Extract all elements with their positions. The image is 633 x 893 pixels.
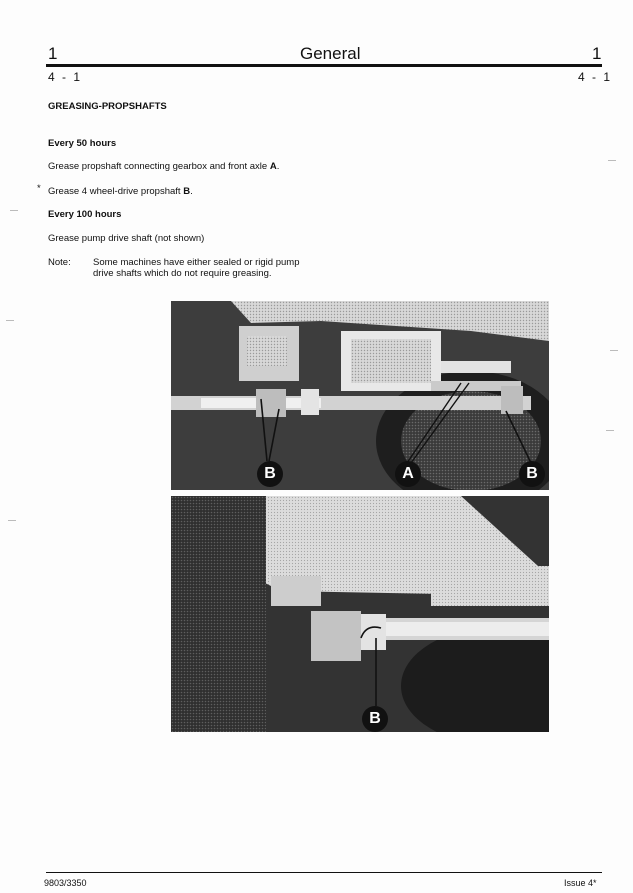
section-number-left: 4 - 1 [48,70,83,84]
page-title: General [300,44,361,63]
callout-b: B [257,461,283,487]
instruction-pump-drive: Grease pump drive shaft (not shown) [48,233,205,244]
scan-mark [6,320,14,321]
propshaft-photo-top [171,301,549,490]
instruction-propshaft-b [48,186,193,198]
scan-mark [610,350,618,351]
header-rule [46,64,602,67]
callout-b: B [519,461,545,487]
doc-number: 9803/3350 [44,878,87,888]
callout-b: B [362,706,388,732]
issue-label: Issue 4* [564,878,597,888]
section-heading: GREASING-PROPSHAFTS [48,101,167,112]
ref-b: B [183,186,191,197]
section-number-right: 4 - 1 [578,70,613,84]
instruction-end: . [190,186,193,197]
scan-mark [10,210,18,211]
instruction-propshaft-a [48,161,279,173]
ref-a: A [269,161,277,172]
note-label: Note: [48,257,71,268]
interval-50-label: Every 50 hours [48,138,117,149]
instruction-end: . [276,161,280,172]
callout-a: A [395,461,421,487]
revision-mark: * [37,183,41,194]
note-line-1: Some machines have either sealed or rigid pump [93,257,300,268]
instruction-text: Grease propshaft connecting gearbox and front axle [48,161,270,172]
propshaft-photo-bottom-image [171,496,549,732]
interval-100-label: Every 100 hours [48,209,122,220]
chapter-number-left: 1 [48,44,58,63]
propshaft-photo-top-image [171,301,549,490]
note-line-2: drive shafts which do not require greasing. [93,268,272,279]
chapter-number-right: 1 [592,44,602,63]
footer-rule [46,872,602,873]
scan-mark [8,520,16,521]
scan-mark [606,430,614,431]
scan-mark [608,160,616,161]
instruction-text: Grease 4 wheel-drive propshaft [48,186,184,197]
propshaft-photo-bottom [171,496,549,732]
